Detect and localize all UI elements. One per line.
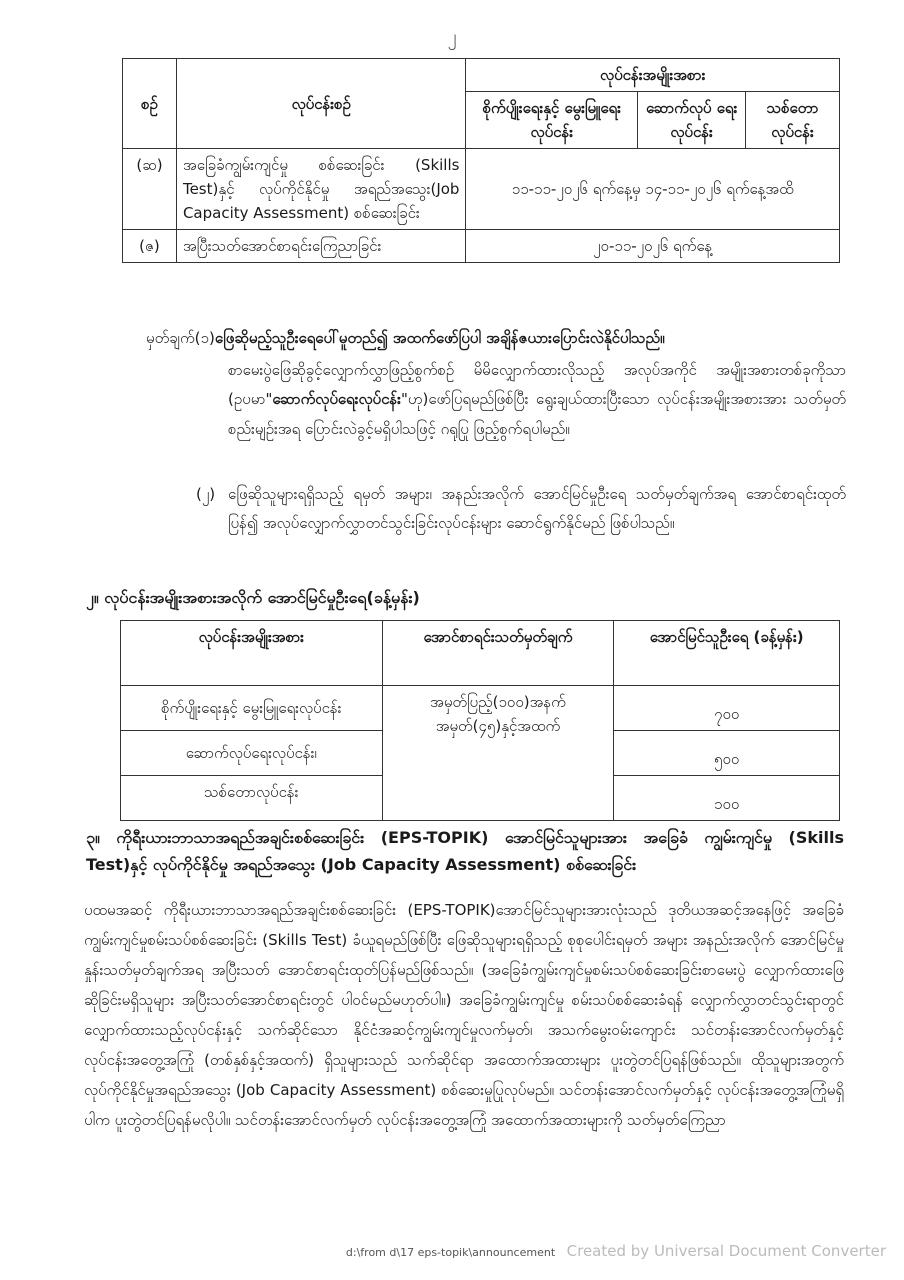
section-3-heading [86, 824, 844, 878]
row-number: (ဆ) [123, 149, 177, 230]
pass-count: ၅၀၀ [614, 731, 840, 776]
note-2-label: (၂) [196, 485, 216, 503]
row-date: ၁၁-၁၁-၂၀၂၆ ရက်နေ့မှ ၁၄-၁၁-၂၀၂၆ ရက်နေ့အထိ [466, 149, 840, 230]
row-date: ၂၀-၁၁-၂၀၂၆ ရက်နေ့ [466, 230, 840, 263]
pass-count: ၁၀၀ [614, 776, 840, 821]
note-1-body-bold: ဆောက်လုပ်ရေးလုပ်ငန်း [272, 390, 401, 409]
watermark: Created by Universal Document Converter [566, 1242, 886, 1260]
header-pass-count: အောင်မြင်သူဦးရေ (ခန့်မှန်း) [614, 621, 840, 686]
sector-name: ဆောက်လုပ်ရေးလုပ်ငန်း၊ [121, 731, 383, 776]
pass-count: ၇၀၀ [614, 686, 840, 731]
header-job-type: လုပ်ငန်းအမျိုးအစား [121, 621, 383, 686]
header-no: စဉ် [123, 59, 177, 149]
header-job-category: လုပ်ငန်းအမျိုးအစား [466, 59, 840, 92]
section-2-heading [86, 584, 846, 611]
section-3-number: ၃။ [86, 828, 100, 847]
sector-name: စိုက်ပျိုးရေးနှင့် မွေးမြူရေးလုပ်ငန်း [121, 686, 383, 731]
row-number: (ဇ) [123, 230, 177, 263]
table-row [123, 230, 840, 263]
pass-count-table [120, 620, 840, 821]
header-agriculture: စိုက်ပျိုးရေးနှင့် မွေးမြူရေးလုပ်ငန်း [466, 92, 638, 149]
pass-count-header-row [121, 621, 840, 686]
pass-criteria: အမှတ်ပြည့်(၁၀၀)အနက် အမှတ်(၄၅)နှင့်အထက် [382, 686, 614, 821]
note-1 [146, 324, 846, 353]
header-forestry: သစ်တော လုပ်ငန်း [746, 92, 840, 149]
header-process: လုပ်ငန်းစဉ် [176, 59, 466, 149]
sector-name: သစ်တောလုပ်ငန်း [121, 776, 383, 821]
header-construction: ဆောက်လုပ် ရေးလုပ်ငန်း [638, 92, 746, 149]
schedule-header-row [123, 59, 840, 92]
note-1-body-text-b: "ဟု)ဖော်ပြရမည်ဖြစ်ပြီး ရွေးချယ်ထားပြီးသော လုပ်ငန်းအမျိုးအစားအား သတ်မှတ်စည်းမျဉ်းအရ ပြောင်းလဲခွင့်မရှိပါသဖြင့် ဂရုပြု ဖြည့်စွက်ရပါမည်။ [228, 390, 846, 438]
section-3-title: ကိုရီးယားဘာသာအရည်အချင်းစစ်ဆေးခြင်း (EPS-TOPIK) အောင်မြင်သူများအား အခြေခံ ကျွမ်းကျင်မှု (Skills Test)နှင့် လုပ်ကိုင်နိုင်မှု အရည်အသွေး (Job Capacity Assessment) စစ်ဆေးခြင်း [86, 828, 844, 875]
table-row [121, 686, 840, 731]
note-1-body [228, 356, 846, 444]
row-process: အခြေခံကျွမ်းကျင်မှု စစ်ဆေးခြင်း (Skills Test)နှင့် လုပ်ကိုင်နိုင်မှု အရည်အသွေး(Job Capacity Assessment) စစ်ဆေးခြင်း [176, 149, 466, 230]
page-number: ၂ [447, 26, 457, 47]
footer [0, 1242, 904, 1260]
note-1-label: မှတ်ချက်(၁) [146, 329, 215, 347]
section-2-title: လုပ်ငန်းအမျိုးအစားအလိုက် အောင်မြင်မှုဦးရေ(ခန့်မှန်း) [104, 588, 420, 607]
header-pass-criteria: အောင်စာရင်းသတ်မှတ်ချက် [382, 621, 614, 686]
section-2-number: ၂။ [86, 588, 99, 607]
row-process: အပြီးသတ်အောင်စာရင်းကြေညာခြင်း [176, 230, 466, 263]
note-1-bold: ဖြေဆိုမည့်သူဦးရေပေါ်မူတည်၍ အထက်ဖော်ပြပါ အချိန်ဇယားပြောင်းလဲနိုင်ပါသည်။ [214, 329, 665, 347]
note-2-body: ဖြေဆိုသူများရရှိသည့် ရမှတ် အများ၊ အနည်းအလိုက် အောင်မြင်မှုဦးရေ သတ်မှတ်ချက်အရ အောင်စာရင်းထုတ်ပြန်၍ အလုပ်လျှောက်လွှာတင်သွင်းခြင်းလုပ်ငန်းများ ဆောင်ရွက်နိုင်မည် ဖြစ်ပါသည်။ [228, 485, 846, 533]
schedule-table [122, 58, 840, 263]
section-3-body: ပထမအဆင့် ကိုရီးယားဘာသာအရည်အချင်းစစ်ဆေးခြင်း (EPS-TOPIK)အောင်မြင်သူများအားလုံးသည် ဒုတိယအဆင့်အနေဖြင့် အခြေခံကျွမ်းကျင်မှုစမ်းသပ်စစ်ဆေးခြင်း (Skills Test) ခံယူရမည်ဖြစ်ပြီး ဖြေဆိုသူများရရှိသည့် စုစုပေါင်းရမှတ် အများ အနည်းအလိုက် အောင်မြင်မှုနှုန်းသတ်မှတ်ချက်အရ အပြီးသတ် အောင်စာရင်းထုတ်ပြန်မည်ဖြစ်သည်။ (အခြေခံကျွမ်းကျင်မှုစမ်းသပ်စစ်ဆေးခြင်းစာမေးပွဲ လျှောက်ထားဖြေဆိုခြင်းမရှိသူများ အပြီးသတ်အောင်စာရင်းတွင် ပါဝင်မည်မဟုတ်ပါ။) အခြေခံကျွမ်းကျင်မှု စမ်းသပ်စစ်ဆေးခံရန် လျှောက်လွှာတင်သွင်းရာတွင် လျှောက်ထားသည့်လုပ်ငန်းနှင့် သက်ဆိုင်သော နိုင်ငံအဆင့်ကျွမ်းကျင်မှုလက်မှတ်၊ အသက်မွေးဝမ်းကျောင်း သင်တန်းအောင်လက်မှတ်နှင့် လုပ်ငန်းအတွေ့အကြုံ (တစ်နှစ်နှင့်အထက်) ရှိသူများသည် သက်ဆိုင်ရာ အထောက်အထားများ ပူးတွဲတင်ပြရန်ဖြစ်သည်။ ထိုသူများအတွက် လုပ်ကိုင်နိုင်မှုအရည်အသွေး (Job Capacity Assessment) စစ်ဆေးမှုပြုလုပ်မည်။ သင်တန်းအောင်လက်မှတ်နှင့် လုပ်ငန်းအတွေ့အကြုံမရှိပါက ပူးတွဲတင်ပြရန်မလိုပါ။ သင်တန်းအောင်လက်မှတ် လုပ်ငန်းအတွေ့အကြုံ အထောက်အထားများကို သတ်မှတ်ကြေညာ [84, 901, 844, 1129]
note-1-body-text-a: စာမေးပွဲဖြေဆိုခွင့်လျှောက်လွှာဖြည့်စွက်စဉ် မိမိလျှောက်ထားလိုသည့် အလုပ်အကိုင် အမျိုးအစားတစ်ခုကိုသာ (ဥပမာ" [228, 361, 846, 409]
file-path: d:\from d\17 eps-topik\announcement [345, 1246, 556, 1259]
table-row [123, 149, 840, 230]
